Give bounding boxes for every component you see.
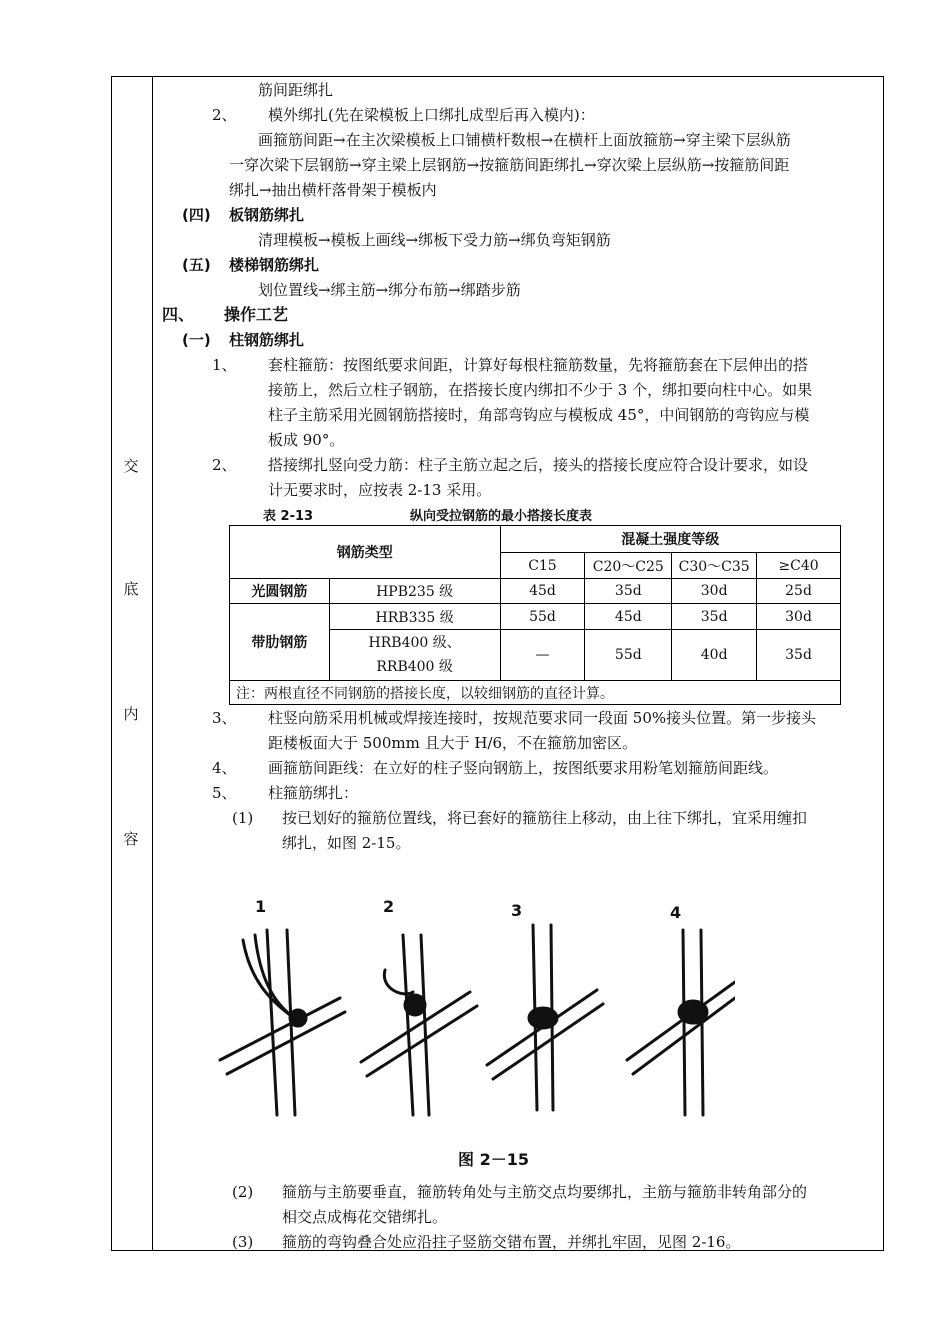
side-label-char: 内: [123, 705, 139, 723]
text-line: 相交点成梅花交错绑扎。: [282, 1208, 448, 1226]
steel-group: 带肋钢筋: [230, 604, 330, 681]
value-cell: 55d: [500, 604, 585, 630]
text-line: 画箍筋间距线：在立好的柱子竖向钢筋上，按图纸要求用粉笔划箍筋间距线。: [268, 759, 779, 777]
text-line: 画箍筋间距→在主次梁模板上口铺横杆数根→在横杆上面放箍筋→穿主梁下层纵筋: [258, 131, 791, 149]
tie-step-4: [627, 930, 735, 1115]
section-number: (一): [182, 331, 211, 349]
section-number: (四): [182, 206, 211, 224]
grade-cell: C30～C35: [672, 553, 757, 579]
value-cell: 25d: [757, 579, 841, 604]
table-caption-title: 纵向受拉钢筋的最小搭接长度表: [410, 509, 593, 524]
item-number: 2、: [212, 106, 237, 124]
side-label-char: 交: [123, 457, 139, 475]
value-cell: 35d: [585, 579, 672, 604]
figure-step-label: 4: [670, 903, 682, 922]
value-cell: 30d: [672, 579, 757, 604]
figure-step-label: 1: [255, 897, 267, 916]
lap-length-table: [229, 525, 841, 705]
item-number: 3、: [212, 709, 237, 727]
text-line: 清理模板→模板上画线→绑板下受力筋→绑负弯矩钢筋: [258, 231, 611, 249]
section-heading: 楼梯钢筋绑扎: [229, 256, 320, 274]
text-line: 套柱箍筋：按图纸要求间距，计算好每根柱箍筋数量，先将箍筋套在下层伸出的搭: [268, 356, 809, 374]
value-cell: 35d: [757, 630, 841, 681]
grade-cell: C15: [500, 553, 585, 579]
text-line: 接筋上，然后立柱子钢筋，在搭接长度内绑扣不少于 3 个，绑扣要向柱中心。如果: [268, 381, 813, 399]
item-number: 1、: [212, 356, 237, 374]
header-steel-type: 钢筋类型: [230, 526, 501, 579]
tie-step-2: [361, 935, 477, 1115]
text-line: 绑扎，如图 2-15。: [282, 834, 411, 852]
steel-grade: HRB400 级、RRB400 级: [329, 630, 500, 681]
section-number: (五): [182, 256, 211, 274]
figure-step-label: 3: [511, 901, 523, 920]
table-caption-id: 表 2-13: [263, 509, 314, 524]
item-number: 5、: [212, 784, 237, 802]
text-line: 箍筋与主筋要垂直，箍筋转角处与主筋交点均要绑扎，主筋与箍筋非转角部分的: [282, 1183, 808, 1201]
item-number: 4、: [212, 759, 237, 777]
table-row: [230, 604, 841, 630]
side-label-char: 底: [123, 580, 139, 598]
text-line: 计无要求时，应按表 2-13 采用。: [268, 481, 492, 499]
text-line: 板成 90°。: [268, 431, 345, 449]
tie-step-1: [220, 930, 345, 1115]
text-line: 筋间距绑扎: [258, 81, 334, 99]
chapter-number: 四、: [162, 305, 195, 324]
text-line: 柱竖向筋采用机械或焊接连接时，按规范要求同一段面 50%接头位置。第一步接头: [268, 709, 817, 727]
text-line: 搭接绑扎竖向受力筋：柱子主筋立起之后，接头的搭接长度应符合设计要求，如设: [268, 456, 809, 474]
text-line: 模外绑扎(先在梁模板上口绑扎成型后再入模内)：: [268, 106, 595, 124]
value-cell: 40d: [672, 630, 757, 681]
tie-step-3: [487, 925, 603, 1110]
steel-grade: HRB335 级: [329, 604, 500, 630]
text-line: 柱箍筋绑扎：: [268, 784, 359, 802]
section-heading: 柱钢筋绑扎: [229, 331, 305, 349]
grade-cell: ≥C40: [757, 553, 841, 579]
header-concrete-grade: 混凝土强度等级: [500, 526, 840, 553]
text-line: 箍筋的弯钩叠合处应沿拄子竖筋交错布置，并绑扎牢固，见图 2-16。: [282, 1233, 741, 1251]
text-line: 绑扎→抽出横杆落骨架于模板内: [229, 181, 437, 199]
value-cell: 30d: [757, 604, 841, 630]
text-line: 按已划好的箍筋位置线，将已套好的箍筋往上移动，由上往下绑扎，宜采用缠扣: [282, 809, 808, 827]
side-label-char: 容: [123, 830, 139, 848]
steel-group: 光圆钢筋: [230, 579, 330, 604]
text-line: 一穿次梁下层钢筋→穿主梁上层钢筋→按箍筋间距绑扎→穿次梁上层纵筋→按箍筋间距: [229, 156, 790, 174]
value-cell: 55d: [585, 630, 672, 681]
value-cell: 35d: [672, 604, 757, 630]
sub-item-number: (1): [232, 809, 254, 827]
section-heading: 板钢筋绑扎: [229, 206, 305, 224]
figure-step-label: 2: [383, 897, 395, 916]
chapter-heading: 操作工艺: [224, 305, 289, 324]
value-cell: 45d: [585, 604, 672, 630]
figure-caption: 图 2－15: [458, 1150, 529, 1169]
text-line: 柱子主筋采用光圆钢筋搭接时，角部弯钩应与模板成 45°，中间钢筋的弯钩应与模: [268, 406, 810, 424]
grade-cell: C20～C25: [585, 553, 672, 579]
text-line: 距楼板面大于 500mm 且大于 H/6，不在箍筋加密区。: [268, 734, 638, 752]
item-number: 2、: [212, 456, 237, 474]
table-row: [230, 579, 841, 604]
text-line: 划位置线→绑主筋→绑分布筋→绑踏步筋: [258, 281, 521, 299]
sub-item-number: (2): [232, 1183, 254, 1201]
value-cell: —: [500, 630, 585, 681]
sub-item-number: (3): [232, 1233, 254, 1251]
table-note: 注：两根直径不同钢筋的搭接长度，以较细钢筋的直径计算。: [230, 681, 841, 705]
value-cell: 45d: [500, 579, 585, 604]
steel-grade: HPB235 级: [329, 579, 500, 604]
tie-figure: [215, 890, 735, 1130]
